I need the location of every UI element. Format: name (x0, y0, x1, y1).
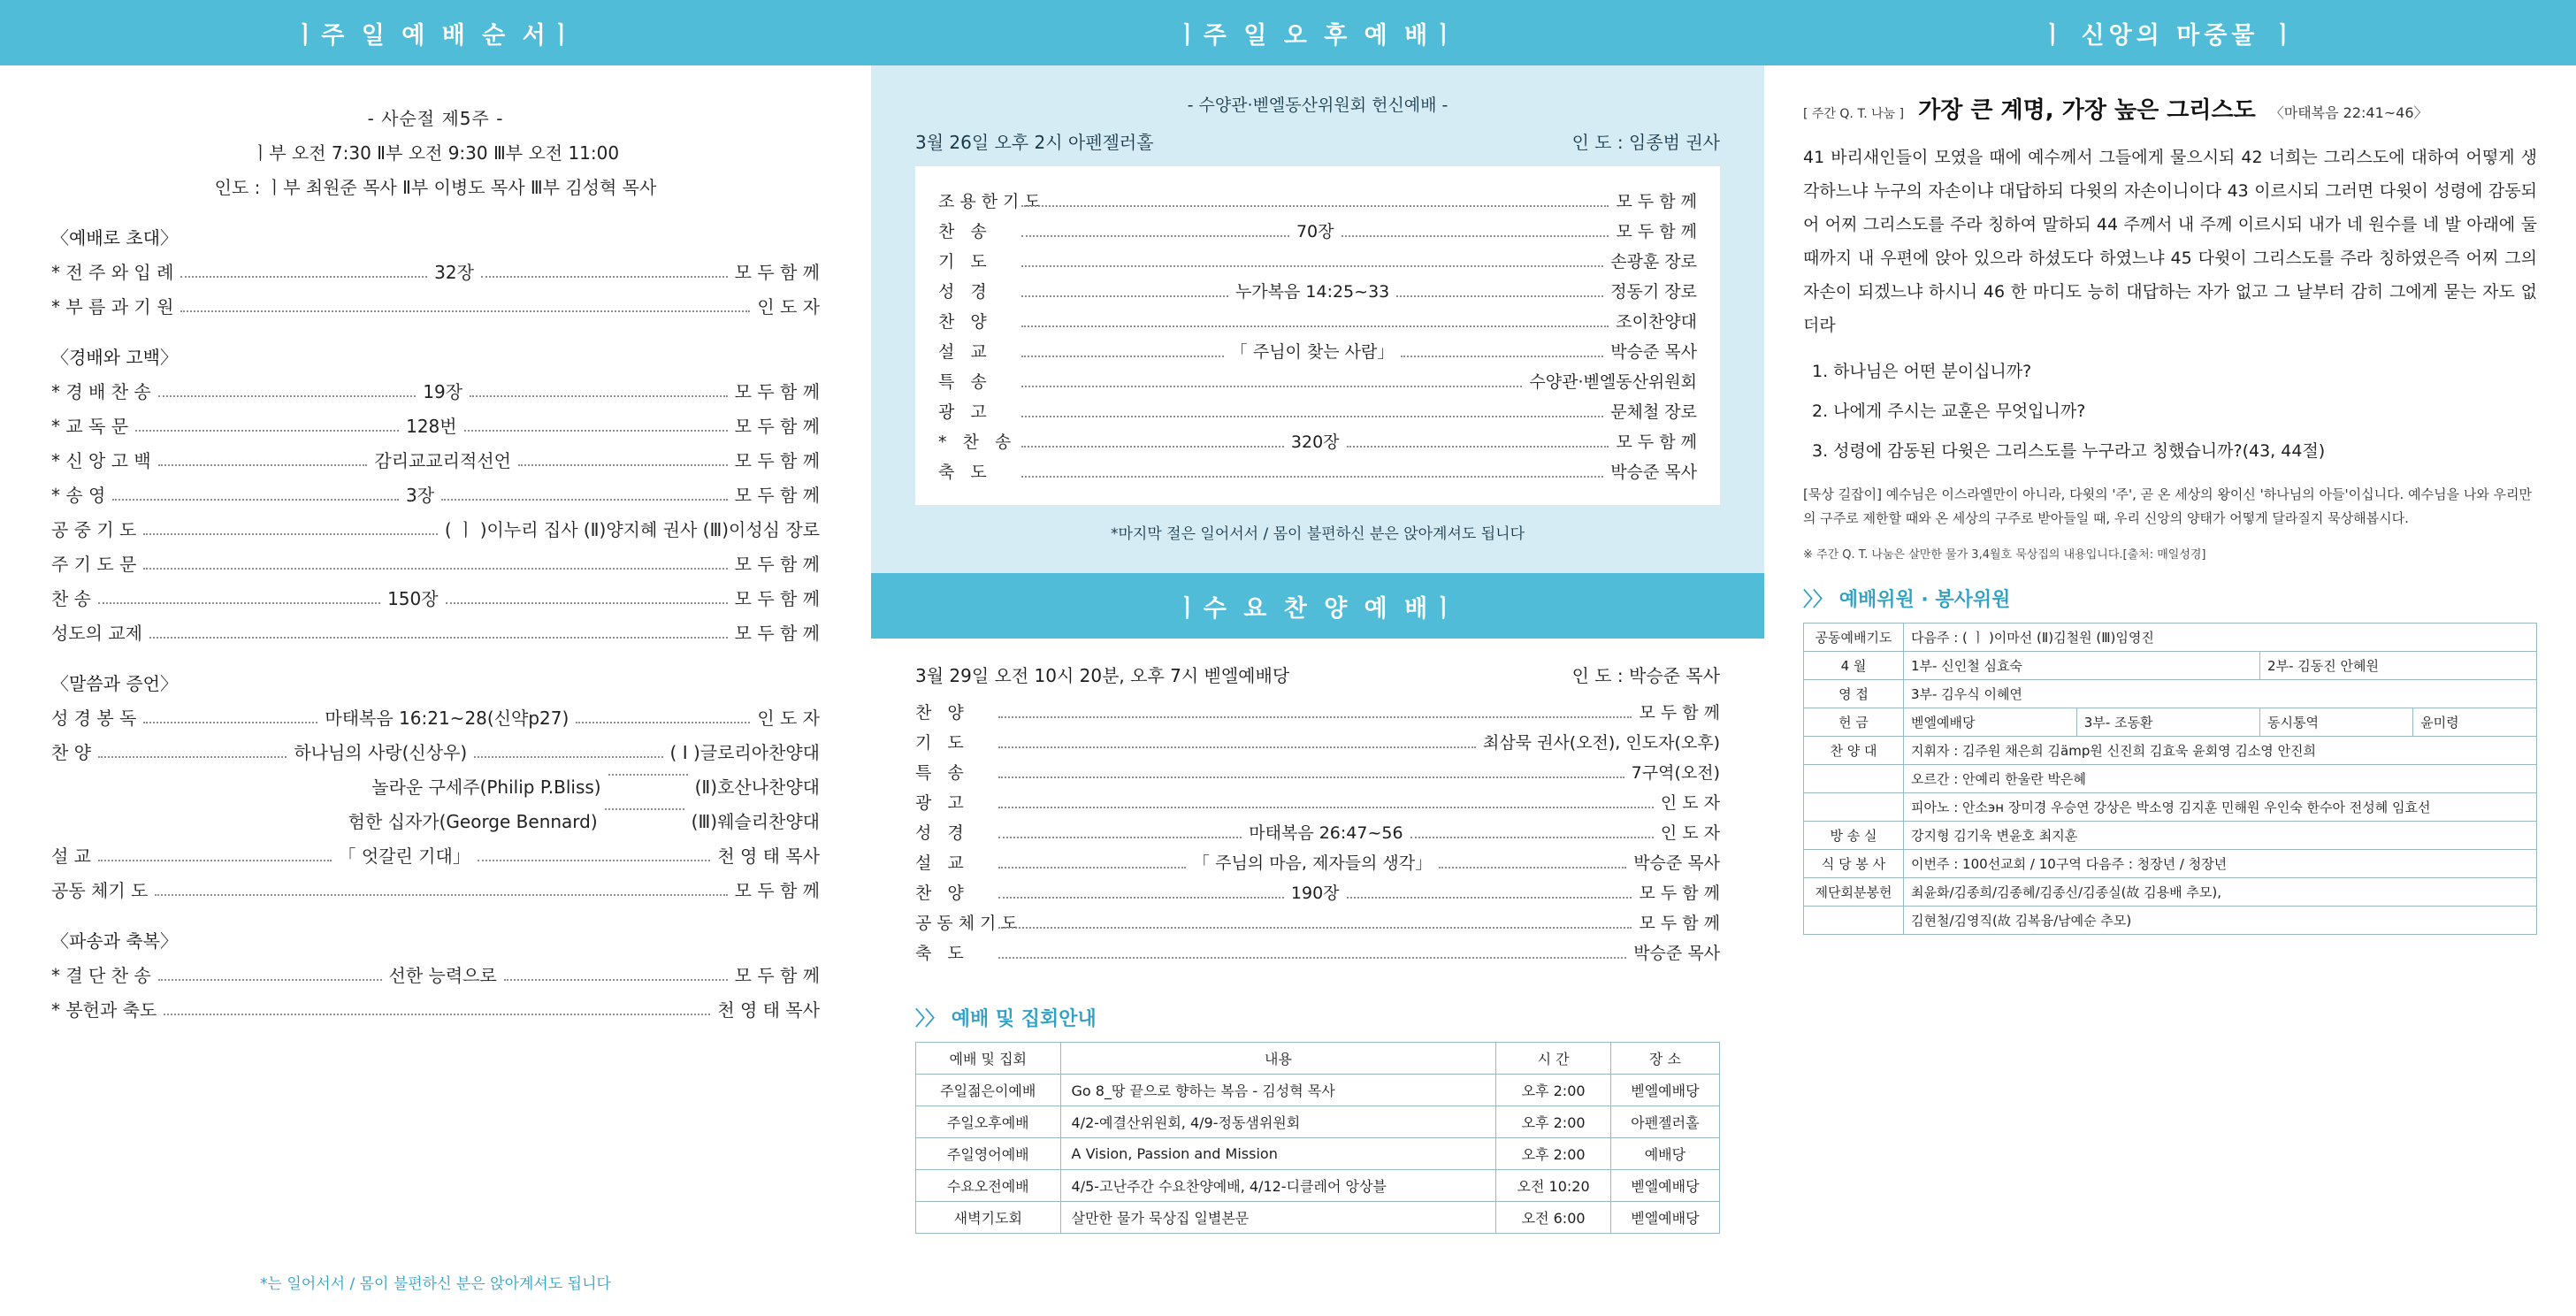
table-cell: 동시통역 (2260, 708, 2413, 737)
wednesday-order-list (915, 700, 1720, 964)
order-row: 공 중 기 도 ( ㅣ )이누리 집사 (Ⅱ)양지혜 권사 (Ⅲ)이성심 장로 (51, 519, 820, 540)
notice-col-header: 내용 (1060, 1043, 1496, 1075)
chevron-double-right-icon: 〉〉 (1803, 589, 1833, 611)
table-cell: 아펜젤러홀 (1610, 1106, 1719, 1138)
qt-question: 1. 하나님은 어떤 분이십니까? (1812, 362, 2032, 381)
table-cell: 오르간 : 안예리 한울란 박은혜 (1904, 765, 2537, 793)
afternoon-when: 3월 26일 오후 2시 아펜젤러홀 (915, 132, 1154, 153)
afternoon-subtitle: - 수양관·벧엘동산위원회 헌신예배 - (1187, 96, 1449, 115)
notice-title: 〉〉 예배 및 집회안내 (915, 1008, 1097, 1030)
table-cell: Go 8_땅 끝으로 향하는 복음 - 김성혁 목사 (1060, 1075, 1496, 1106)
right-body (1764, 65, 2576, 935)
order-row: 성 경 누가복음 14:25~33 정동기 장로 (938, 282, 1697, 302)
afternoon-service-panel (871, 0, 1764, 573)
staff-row-label: 헌 금 (1804, 708, 1904, 737)
order-row: 성 경 봉 독 마태복음 16:21~28(신약p27) 인 도 자 (51, 708, 821, 729)
table-cell: 다음주 : ( ㅣ )이마선 (Ⅱ)김철원 (Ⅲ)임영진 (1904, 624, 2537, 652)
qt-scripture: 41 바리새인들이 모였을 때에 예수께서 그들에게 물으시되 42 너희는 그리스도에 대하여 어떻게 생각하느냐 누구의 자손이냐 대답하되 다윗의 자손이니이다 43 이르시되 그러면 다윗이 성령에 감동되어 어찌 그리스도를 주라 칭하여 말하되 44 주께서 내 주께 이르시되 내가 네 원수를 네 발 아래에 둘 때까지 내 우편에 앉아 있으라 하셨도다 하였느냐 45 다윗이 그리스도를 주라 칭하였은즉 어찌 그의 자손이 되겠느냐 하시니 46 한 마디도 능히 대답하는 자가 없고 그 날부터 감히 그에게 묻는 자도 없더라 (1803, 148, 2537, 335)
right-band-title: ㅣ 신앙의 마중물 ㅣ (1764, 0, 2576, 65)
afternoon-order-list (915, 166, 1720, 505)
table-cell: 강지형 김기욱 변윤호 최지훈 (1904, 822, 2537, 850)
notice-table-header-row (916, 1043, 1720, 1075)
wednesday-band-title: ㅣ수 요 찬 양 예 배ㅣ (871, 573, 1764, 639)
table-row (1804, 737, 2537, 765)
order-row: * 결 단 찬 송 선한 능력으로 모 두 함 께 (51, 965, 821, 986)
table-cell: 오후 2:00 (1496, 1138, 1610, 1170)
order-section-heading: 〈예배로 초대〉 (51, 227, 178, 249)
staff-section-title: 〉〉 예배위원 · 봉사위원 (1803, 589, 2011, 611)
table-row (916, 1075, 1720, 1106)
order-row: * 전 주 와 입 례 32장 모 두 함 께 (51, 262, 820, 283)
order-row: 성도의 교제 모 두 함 께 (51, 623, 820, 644)
notice-col-header: 장 소 (1610, 1043, 1719, 1075)
table-cell: 벧엘예배당 (1610, 1170, 1719, 1202)
staff-row-label: 식 당 봉 사 (1804, 850, 1904, 878)
order-section-heading: 〈경배와 고백〉 (51, 347, 178, 368)
table-cell: 벧엘예배당 (1904, 708, 2077, 737)
order-row: 공동 체기 도 모 두 함 께 (51, 880, 820, 901)
notice-col-header: 시 간 (1496, 1043, 1610, 1075)
staff-row-label: 공동예배기도 (1804, 624, 1904, 652)
order-row: 축 도 박승준 목사 (938, 463, 1697, 482)
order-row: 특 송 수양관·벧엘동산위원회 (938, 372, 1697, 392)
table-row (1804, 850, 2537, 878)
order-row: 찬 송 150장 모 두 함 께 (51, 588, 821, 609)
order-row: 설 교 「 주님의 마음, 제자들의 생각」 박승준 목사 (915, 853, 1720, 873)
order-row: 찬 양 모 두 함 께 (915, 703, 1720, 723)
order-row: 기 도 손광훈 장로 (938, 252, 1697, 272)
order-row: 찬 양 하나님의 사랑(신상우) ( I )글로리아찬양대 (51, 742, 820, 763)
wednesday-service-panel (871, 573, 1764, 979)
qt-tag: [ 주간 Q. T. 나눔 ] (1803, 107, 1905, 121)
table-cell: 오후 2:00 (1496, 1106, 1610, 1138)
table-cell: 지휘자 : 김주원 채은희 김ämp원 신진희 김효욱 윤회영 김소영 안진희 (1904, 737, 2537, 765)
qt-question-list (1803, 358, 2537, 462)
table-cell: 새벽기도회 (916, 1202, 1061, 1234)
table-cell: 예배당 (1610, 1138, 1719, 1170)
left-column (0, 0, 871, 1316)
order-row: 조용한기도 모 두 함 께 (938, 192, 1697, 211)
mid-band-title: ㅣ주 일 오 후 예 배ㅣ (871, 0, 1764, 65)
staff-row-label (1804, 907, 1904, 935)
table-cell: 오후 2:00 (1496, 1075, 1610, 1106)
table-cell: 주일젊은이예배 (916, 1075, 1061, 1106)
order-row: 기 도 최삼묵 권사(오전), 인도자(오후) (915, 733, 1720, 753)
staff-row-label: 방 송 실 (1804, 822, 1904, 850)
table-row (1804, 624, 2537, 652)
left-footnote: *는 일어서서 / 몸이 불편하신 분은 앉아계셔도 됩니다 (260, 1275, 611, 1293)
table-row (916, 1202, 1720, 1234)
left-order-sections (51, 224, 820, 1021)
qt-question: 2. 나에게 주시는 교훈은 무엇입니까? (1812, 402, 2086, 421)
table-row (1804, 822, 2537, 850)
wednesday-when: 3월 29일 오전 10시 20분, 오후 7시 벧엘예배당 (915, 665, 1290, 686)
order-row: 성 경 마태복음 26:47~56 인 도 자 (915, 823, 1720, 843)
table-row (916, 1138, 1720, 1170)
table-cell: 주일오후예배 (916, 1106, 1061, 1138)
notice-col-header: 예배 및 집회 (916, 1043, 1061, 1075)
order-section-heading: 〈말씀과 증언〉 (51, 673, 178, 694)
notice-panel (871, 979, 1764, 1234)
qt-reference: 〈마태복음 22:41~46〉 (2269, 104, 2428, 121)
afternoon-leader: 인 도 : 임종범 권사 (1571, 132, 1720, 153)
staff-row-label: 영 접 (1804, 680, 1904, 708)
order-row: * 송 영 3장 모 두 함 께 (51, 485, 821, 506)
table-cell: A Vision, Passion and Mission (1060, 1138, 1496, 1170)
order-row: 광 고 문체철 장로 (938, 402, 1697, 422)
table-cell: 4/2-예결산위원회, 4/9-정동샘위원회 (1060, 1106, 1496, 1138)
left-band-title: ㅣ주 일 예 배 순 서ㅣ (0, 0, 871, 65)
staff-row-label: 찬 양 대 (1804, 737, 1904, 765)
table-cell: 1부- 신인철 심효숙 (1904, 652, 2260, 680)
order-row: 특 송 7구역(오전) (915, 763, 1720, 783)
order-row: 찬 양 190장 모 두 함 께 (915, 884, 1721, 903)
table-row (1804, 793, 2537, 822)
lent-label: - 사순절 제5주 - (367, 108, 504, 129)
order-row: * 봉헌과 축도 천 영 태 목사 (51, 999, 820, 1021)
table-cell: 3부- 조동환 (2076, 708, 2259, 737)
wednesday-leader: 인 도 : 박승준 목사 (1571, 665, 1720, 686)
table-cell: 4/5-고난주간 수요찬양예배, 4/12-디클레어 앙상블 (1060, 1170, 1496, 1202)
staff-table (1803, 623, 2537, 935)
order-row: 광 고 인 도 자 (915, 793, 1720, 813)
order-row: * 찬 송 320장 모 두 함 께 (938, 432, 1698, 452)
service-leaders: 인도 : ㅣ부 최원준 목사 Ⅱ부 이병도 목사 Ⅲ부 김성혁 목사 (214, 177, 657, 198)
staff-row-label (1804, 793, 1904, 822)
qt-guide-note: [묵상 길잡이] 예수님은 이스라엘만이 아니라, 다윗의 '주', 곧 온 세상의 왕이신 '하나님의 아들'이십니다. 예수님을 나와 우리만의 구주로 제한할 때와 온 세상의 구주로 받아들일 때, 우리 신앙의 양태가 어떻게 달라질지 묵상해봅시다. (1803, 486, 2533, 526)
table-row (1804, 878, 2537, 907)
table-row (1804, 907, 2537, 935)
staff-row-label: 제단회분봉헌 (1804, 878, 1904, 907)
order-row: * 경 배 찬 송 19장 모 두 함 께 (51, 381, 821, 402)
staff-row-label (1804, 765, 1904, 793)
service-times: ㅣ부 오전 7:30 Ⅱ부 오전 9:30 Ⅲ부 오전 11:00 (251, 142, 620, 164)
order-row: 주 기 도 문 모 두 함 께 (51, 554, 820, 575)
order-row: 찬 양 조이찬양대 (938, 312, 1697, 332)
qt-title: 가장 큰 계명, 가장 높은 그리스도 (1918, 97, 2256, 124)
order-row: 험한 십자가(George Bennard) (Ⅲ)웨슬리찬양대 (51, 807, 820, 833)
table-row (1804, 708, 2537, 737)
staff-row-label: 4 월 (1804, 652, 1904, 680)
order-row: 공동체기도 모 두 함 께 (915, 914, 1720, 933)
table-cell: 피아노 : 안소эн 장미경 우승연 강상은 박소영 김지훈 민해원 우인숙 한수아 전성혜 임효선 (1904, 793, 2537, 822)
table-cell: 오전 6:00 (1496, 1202, 1610, 1234)
table-cell: 살만한 물가 묵상집 일별본문 (1060, 1202, 1496, 1234)
table-cell: 2부- 김동진 안혜원 (2260, 652, 2537, 680)
table-cell: 윤미령 (2413, 708, 2537, 737)
qt-question: 3. 성령에 감동된 다윗은 그리스도를 누구라고 칭했습니까?(43, 44절) (1812, 441, 2326, 461)
table-cell: 벧엘예배당 (1610, 1202, 1719, 1234)
table-cell: 3부- 김우식 이혜연 (1904, 680, 2537, 708)
table-row (1804, 680, 2537, 708)
order-row: 설 교 「 주님이 찾는 사람」 박승준 목사 (938, 342, 1698, 362)
chevron-double-right-icon: 〉〉 (915, 1008, 945, 1030)
order-row: * 부 름 과 기 원 인 도 자 (51, 296, 820, 318)
order-row: * 교 독 문 128번 모 두 함 께 (51, 416, 820, 437)
table-row (916, 1170, 1720, 1202)
table-cell: 오전 10:20 (1496, 1170, 1610, 1202)
order-row: 찬 송 70장 모 두 함 께 (938, 222, 1698, 241)
table-row (1804, 765, 2537, 793)
order-row: * 신 앙 고 백 감리교교리적선언 모 두 함 께 (51, 450, 821, 471)
table-cell: 주일영어예배 (916, 1138, 1061, 1170)
afternoon-note: *마지막 절은 일어서서 / 몸이 불편하신 분은 앉아계셔도 됩니다 (1110, 525, 1525, 543)
table-row (916, 1106, 1720, 1138)
right-column (1764, 0, 2576, 1316)
table-cell: 수요오전예배 (916, 1170, 1061, 1202)
order-row: 놀라운 구세주(Philip P.Bliss) (Ⅱ)호산나찬양대 (51, 773, 820, 799)
mid-column (871, 0, 1764, 1316)
order-section-heading: 〈파송과 축복〉 (51, 930, 178, 952)
qt-source: ※ 주간 Q. T. 나눔은 살만한 물가 3,4월호 묵상집의 내용입니다.[출처: 매일성경] (1803, 548, 2206, 562)
table-cell: 최윤화/김종희/김종혜/김종신/김종실(故 김용배 추모), (1904, 878, 2537, 907)
order-row: 설 교 「 엇갈린 기대」 천 영 태 목사 (51, 845, 821, 867)
notice-table (915, 1042, 1720, 1234)
table-cell: 김현철/김영직(故 김복융/남예순 추모) (1904, 907, 2537, 935)
table-cell: 이번주 : 100선교회 / 10구역 다음주 : 청장년 / 청장년 (1904, 850, 2537, 878)
table-cell: 벧엘예배당 (1610, 1075, 1719, 1106)
table-row (1804, 652, 2537, 680)
staff-table-body (1804, 624, 2537, 935)
order-row: 축 도 박승준 목사 (915, 944, 1720, 963)
notice-table-body (916, 1075, 1720, 1234)
left-body (0, 65, 871, 1021)
